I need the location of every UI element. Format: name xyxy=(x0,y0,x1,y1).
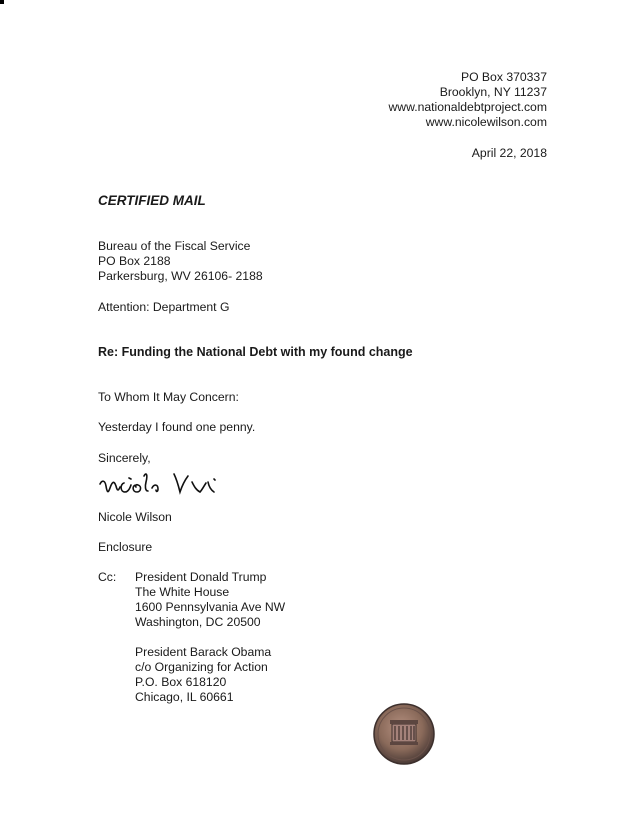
sender-city: Brooklyn, NY 11237 xyxy=(439,85,547,99)
penny-coin-icon xyxy=(372,702,436,766)
recipient-line: Bureau of the Fiscal Service xyxy=(98,239,251,253)
cc-line: Chicago, IL 60661 xyxy=(135,690,234,704)
mail-type-heading: CERTIFIED MAIL xyxy=(98,193,206,208)
sender-website-1: www.nationaldebtproject.com xyxy=(388,100,547,114)
recipient-line: Parkersburg, WV 26106- 2188 xyxy=(98,269,263,283)
sender-po-box: PO Box 370337 xyxy=(460,70,547,84)
sender-address xyxy=(388,70,547,130)
scan-mark xyxy=(0,0,4,4)
cc-line: President Donald Trump xyxy=(135,570,267,584)
cc-line: 1600 Pennsylvania Ave NW xyxy=(135,600,286,614)
cc-line: The White House xyxy=(135,585,230,599)
recipient-line: PO Box 2188 xyxy=(98,254,171,268)
enclosure-note: Enclosure xyxy=(98,540,153,554)
attention-line: Attention: Department G xyxy=(98,300,230,314)
cc-line: c/o Organizing for Action xyxy=(135,660,268,674)
letter-body: Yesterday I found one penny. xyxy=(98,420,256,434)
signer-name: Nicole Wilson xyxy=(98,510,172,524)
subject-line: Re: Funding the National Debt with my found change xyxy=(98,345,413,359)
recipient-address xyxy=(98,239,263,284)
handwritten-signature-icon xyxy=(96,468,246,504)
cc-line: Washington, DC 20500 xyxy=(135,615,261,629)
cc-recipients xyxy=(135,570,285,705)
closing: Sincerely, xyxy=(98,451,151,465)
greeting: To Whom It May Concern: xyxy=(98,390,239,404)
cc-spacer xyxy=(135,630,285,645)
cc-line: President Barack Obama xyxy=(135,645,272,659)
sender-website-2: www.nicolewilson.com xyxy=(425,115,547,129)
cc-label: Cc: xyxy=(98,570,117,584)
cc-line: P.O. Box 618120 xyxy=(135,675,227,689)
letter-date: April 22, 2018 xyxy=(471,146,547,160)
